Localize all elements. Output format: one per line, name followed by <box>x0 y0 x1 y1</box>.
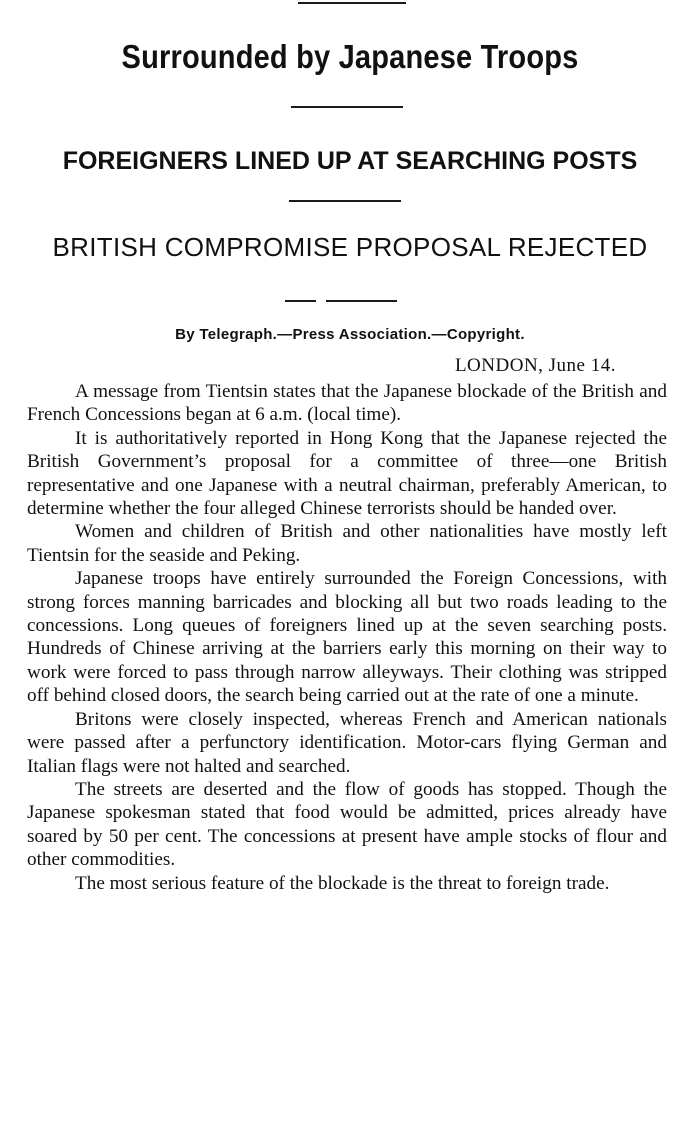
rule-below-subheading <box>289 200 401 202</box>
paragraph: Women and children of British and other nationalities have mostly left Tientsin for the seaside and Peking. <box>27 521 667 566</box>
paragraph: Britons were closely inspected, whereas French and American nationals were passed after a perfunctory identification. Motor-cars flying German and Italian flags were not halted and searched. <box>27 708 667 777</box>
article-body <box>27 380 667 895</box>
dateline: LONDON, June 14. <box>454 355 616 376</box>
paragraph: A message from Tientsin states that the Japanese blockade of the British and French Concessions began at 6 a.m. (local time). <box>27 381 667 426</box>
paragraph: It is authoritatively reported in Hong Kong that the Japanese rejected the British Government’s proposal for a committee of three—one British representative and one Japanese with a neutral chairman, preferably American, to determine whether the four alleged Chinese terrorists should be handed over. <box>27 427 667 520</box>
rule-below-subheading2-left <box>285 300 316 302</box>
paragraph: Japanese troops have entirely surrounded the Foreign Concessions, with strong forces manning barricades and blocking all but two roads leading to the concessions. Long queues of foreigners lined up at the seven searching posts. Hundreds of Chinese arriving at the barriers early this morning on their way to work were forced to pass through narrow alleyways. Their clothing was stripped off behind closed doors, the search being carried out at the rate of one a minute. <box>27 568 667 707</box>
headline: Surrounded by Japanese Troops <box>121 38 579 75</box>
top-rule <box>298 2 406 4</box>
subheading-foreigners: FOREIGNERS LINED UP AT SEARCHING POSTS <box>62 147 638 175</box>
byline: By Telegraph.—Press Association.—Copyright. <box>175 326 525 343</box>
rule-below-subheading2-right <box>326 300 397 302</box>
paragraph: The streets are deserted and the flow of goods has stopped. Though the Japanese spokesman stated that food would be admitted, prices already have soared by 50 per cent. The concessions at present have ample stocks of flour and other commodities. <box>27 778 667 871</box>
rule-below-headline <box>291 106 403 108</box>
paragraph: The most serious feature of the blockade is the threat to foreign trade. <box>75 872 610 894</box>
subheading-british: BRITISH COMPROMISE PROPOSAL REJECTED <box>52 232 648 262</box>
